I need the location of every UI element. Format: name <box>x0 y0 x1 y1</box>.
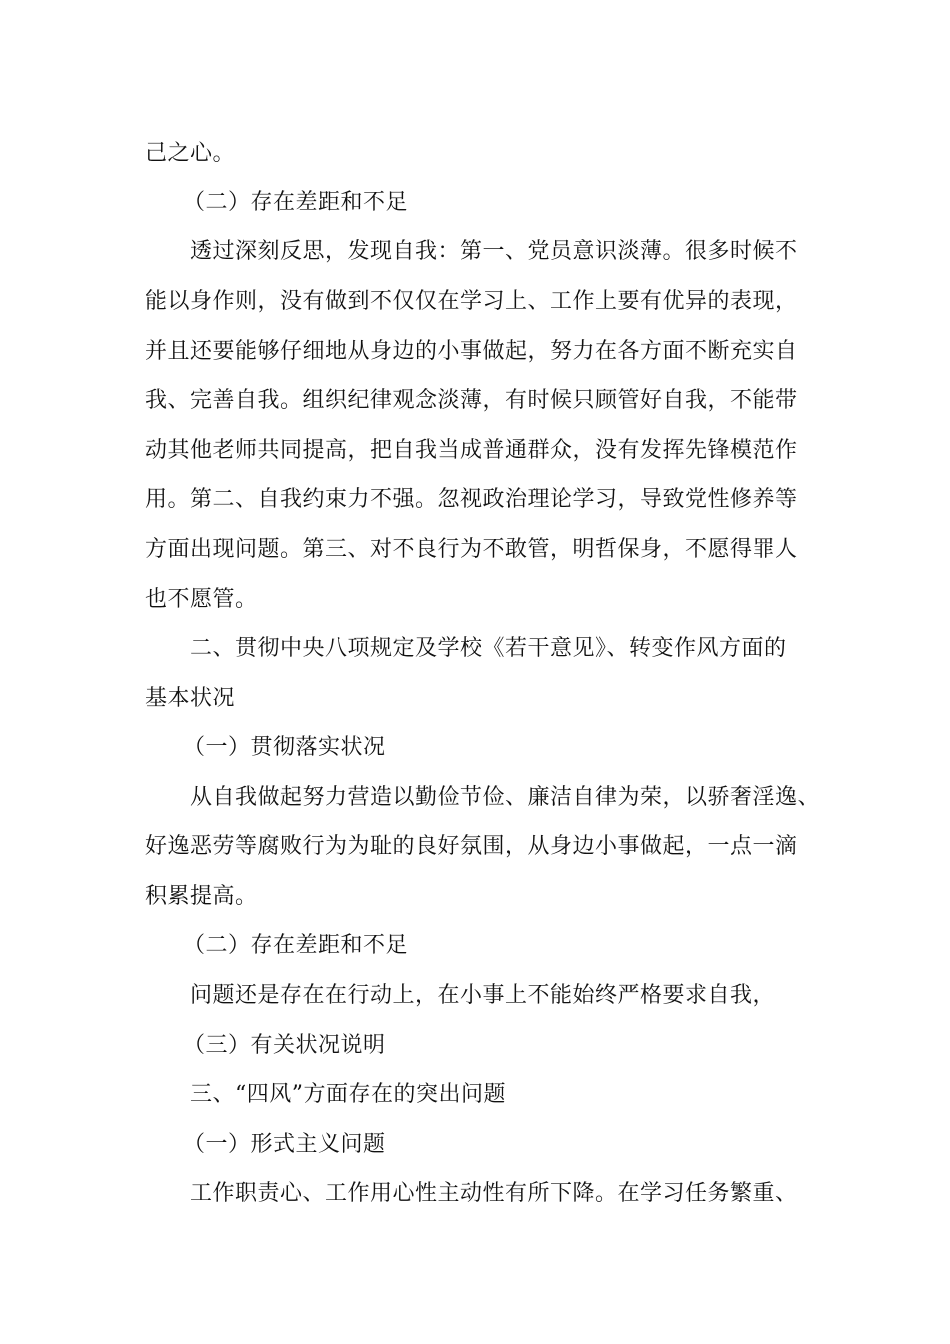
section-heading: 二、贯彻中央八项规定及学校《若干意见》、转变作风方面的 <box>190 636 787 661</box>
text-line: 并且还要能够仔细地从身边的小事做起，努力在各方面不断充实自 <box>145 339 798 364</box>
text-line: 方面出现问题。第三、对不良行为不敢管，明哲保身，不愿得罪人 <box>145 537 798 562</box>
text-line: 透过深刻反思，发现自我：第一、党员意识淡薄。很多时候不 <box>190 239 798 264</box>
text-line: 从自我做起努力营造以勤俭节俭、廉洁自律为荣，以骄奢淫逸、 <box>190 785 821 810</box>
text-line: 用。第二、自我约束力不强。忽视政治理论学习，导致党性修养等 <box>145 487 798 512</box>
subheading: （二）存在差距和不足 <box>183 933 409 958</box>
section-heading: 三、“四风”方面存在的突出问题 <box>190 1082 506 1107</box>
text-line: 能以身作则，没有做到不仅仅在学习上、工作上要有优异的表现， <box>145 289 798 314</box>
text-line: 好逸恶劳等腐败行为为耻的良好氛围，从身边小事做起，一点一滴 <box>145 834 798 859</box>
text-line: 问题还是存在在行动上，在小事上不能始终严格要求自我， <box>190 983 776 1008</box>
text-line: 动其他老师共同提高，把自我当成普通群众，没有发挥先锋模范作 <box>145 438 798 463</box>
text-line: 我、完善自我。组织纪律观念淡薄，有时候只顾管好自我，不能带 <box>145 388 798 413</box>
text-line: 也不愿管。 <box>145 587 258 612</box>
text-line: 积累提高。 <box>145 884 258 909</box>
text-line: 己之心。 <box>145 141 236 166</box>
subheading: （三）有关状况说明 <box>183 1033 386 1058</box>
subheading: （二）存在差距和不足 <box>183 190 409 215</box>
subheading: （一）贯彻落实状况 <box>183 735 386 760</box>
subheading: （一）形式主义问题 <box>183 1132 386 1157</box>
text-line: 工作职责心、工作用心性主动性有所下降。在学习任务繁重、 <box>190 1181 798 1206</box>
section-heading: 基本状况 <box>145 686 236 711</box>
